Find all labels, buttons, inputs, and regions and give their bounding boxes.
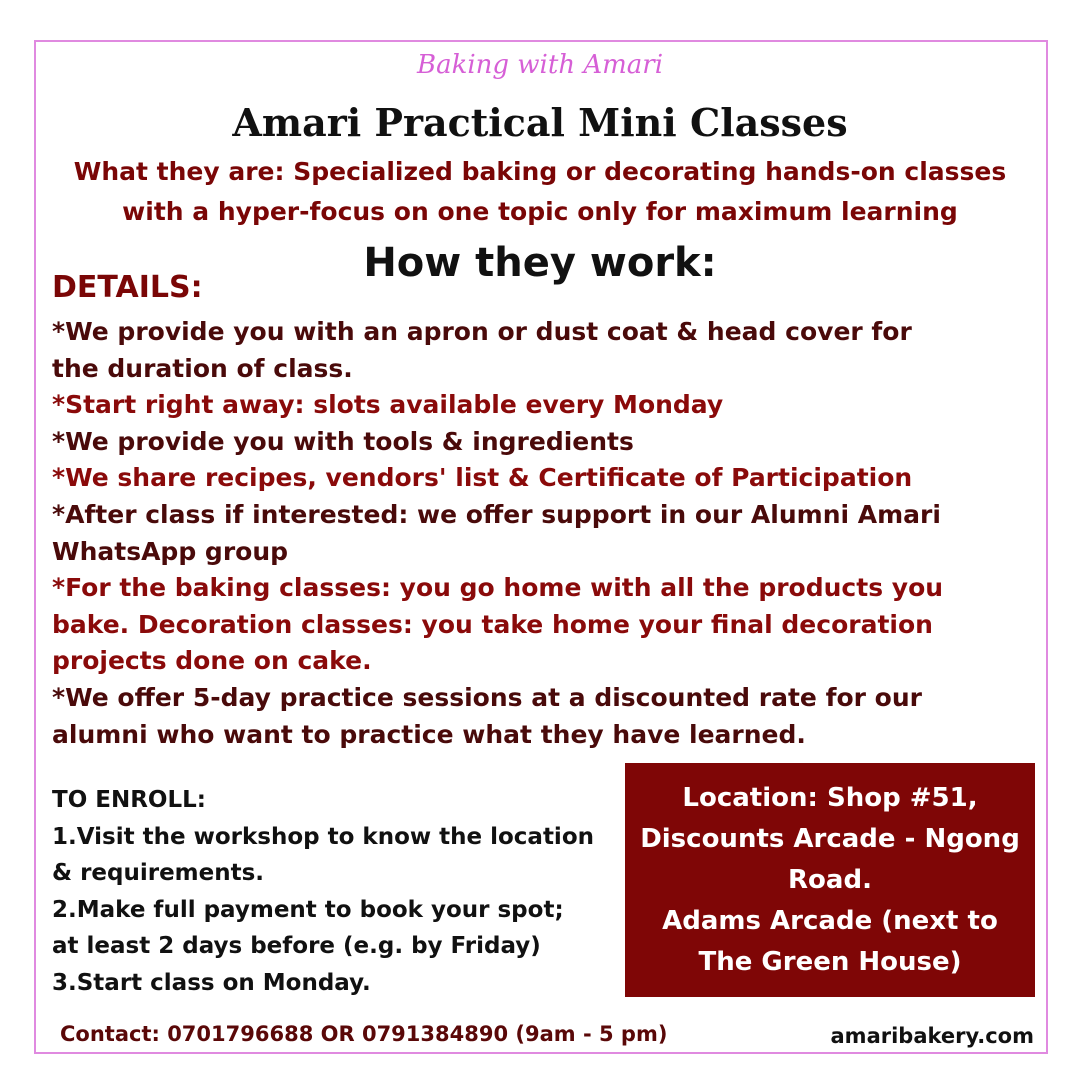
location-line: Adams Arcade (next to xyxy=(662,905,998,936)
detail-line: the duration of class. xyxy=(52,353,353,383)
intro-text xyxy=(60,152,1020,232)
enroll-line: at least 2 days before (e.g. by Friday) xyxy=(52,933,541,959)
location-line: Location: Shop #51, xyxy=(682,782,978,813)
detail-line: *After class if interested: we offer support in our Alumni Amari xyxy=(52,499,941,529)
location-line: Road. xyxy=(788,864,872,895)
detail-line: alumni who want to practice what they have learned. xyxy=(52,719,806,749)
page-title: Amari Practical Mini Classes xyxy=(232,100,848,145)
website-link[interactable]: amaribakery.com xyxy=(830,1024,1034,1048)
enroll-line: 2.Make full payment to book your spot; xyxy=(52,896,564,923)
how-heading: How they work: xyxy=(363,240,717,286)
location-line: Discounts Arcade - Ngong xyxy=(640,823,1020,854)
detail-line: *Start right away: slots available every Monday xyxy=(52,390,724,420)
enroll-line: & requirements. xyxy=(52,860,265,886)
enroll-line: 1.Visit the workshop to know the location xyxy=(52,823,594,850)
enroll-section xyxy=(52,782,632,1001)
contact-info: Contact: 0701796688 OR 0791384890 (9am - 5 pm) xyxy=(60,1022,668,1046)
details-heading: DETAILS: xyxy=(52,270,203,305)
brand-name: Baking with Amari xyxy=(416,50,664,80)
detail-line: projects done on cake. xyxy=(52,646,372,676)
intro-line: What they are: Specialized baking or decorating hands-on classes xyxy=(73,157,1007,186)
detail-line: *For the baking classes: you go home with all the products you xyxy=(52,573,944,603)
intro-line: with a hyper-focus on one topic only for maximum learning xyxy=(122,197,958,226)
detail-line: bake. Decoration classes: you take home your final decoration xyxy=(52,609,933,639)
detail-line: *We provide you with tools & ingredients xyxy=(52,426,634,456)
detail-line: WhatsApp group xyxy=(52,536,289,566)
enroll-heading: TO ENROLL: xyxy=(52,787,206,813)
location-box xyxy=(625,763,1035,997)
location-line: The Green House) xyxy=(698,946,962,977)
details-list xyxy=(52,314,1012,753)
enroll-line: 3.Start class on Monday. xyxy=(52,969,371,996)
detail-line: *We share recipes, vendors' list & Certificate of Participation xyxy=(52,463,913,493)
detail-line: *We provide you with an apron or dust coat & head cover for xyxy=(52,317,912,346)
location-text xyxy=(640,778,1020,983)
detail-line: *We offer 5-day practice sessions at a discounted rate for our xyxy=(52,682,922,712)
